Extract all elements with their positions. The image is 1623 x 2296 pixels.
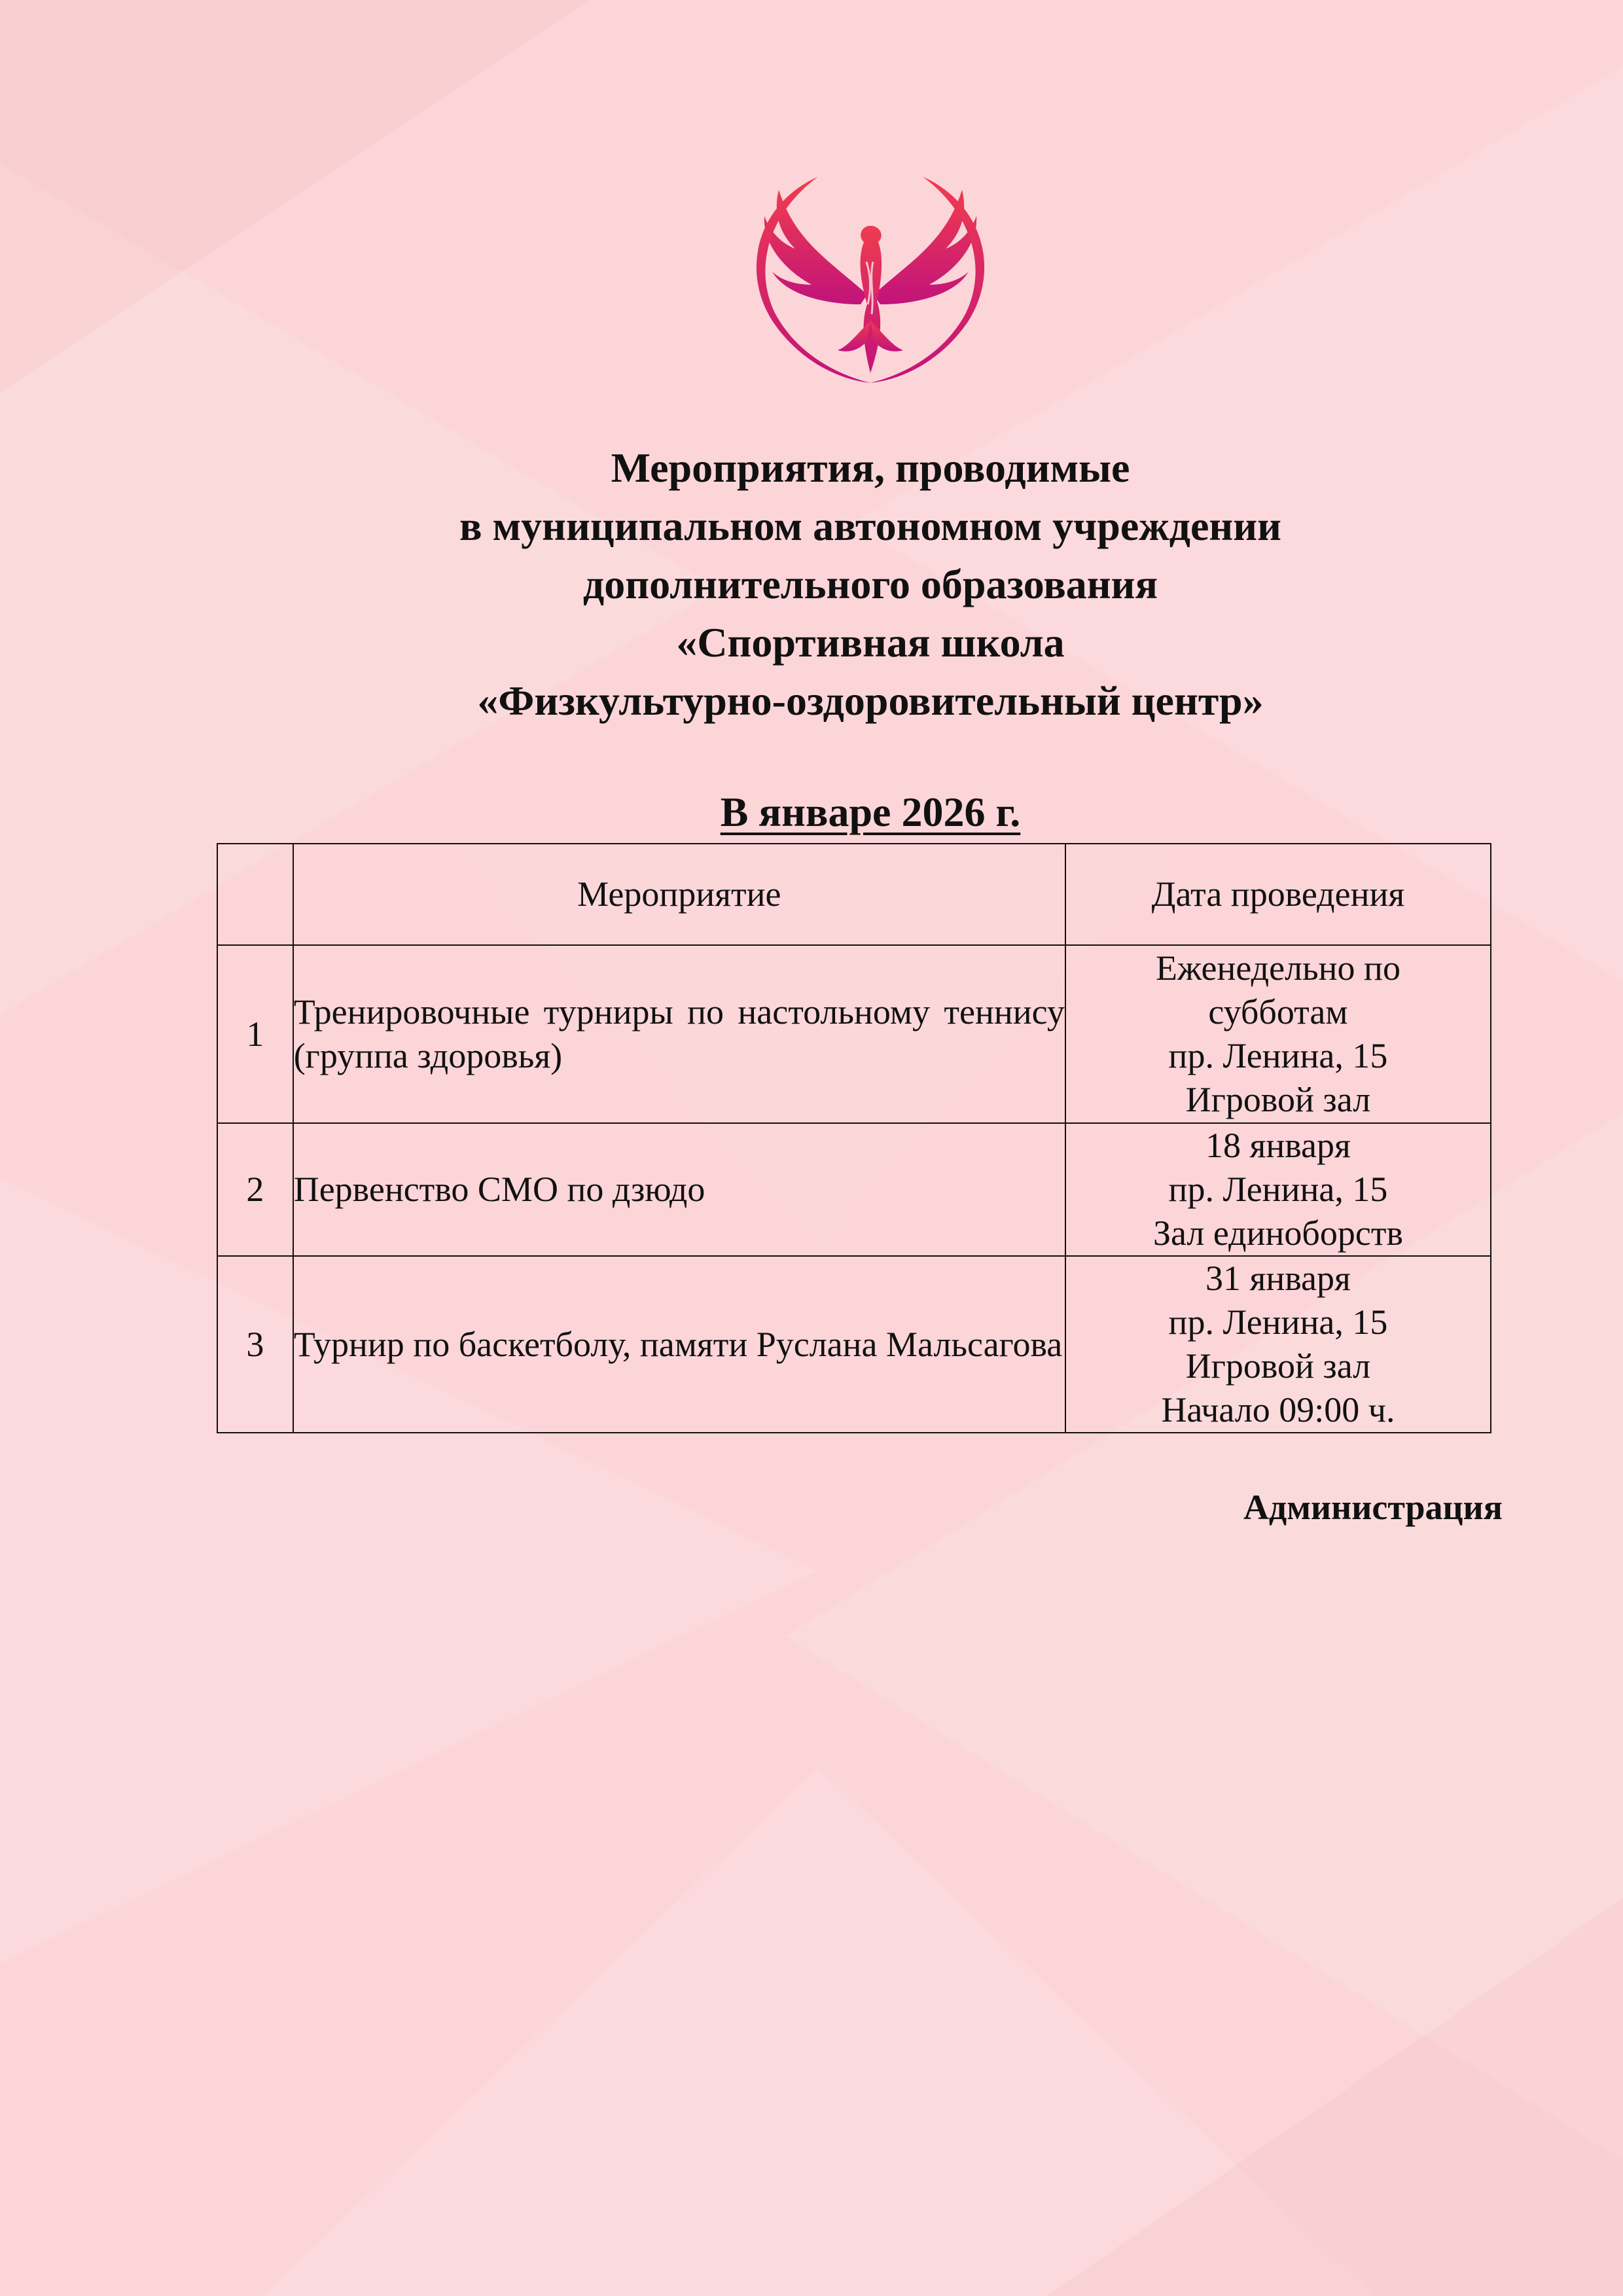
title-line: в муниципальном автономном учреждении <box>459 503 1282 549</box>
title-line: «Физкультурно-оздоровительный центр» <box>477 677 1264 724</box>
row-number: 1 <box>217 945 293 1123</box>
column-header-date: Дата проведения <box>1065 844 1491 945</box>
event-date <box>1065 945 1491 1123</box>
table-row <box>217 1123 1491 1256</box>
date-line: 31 января <box>1205 1259 1351 1298</box>
period-heading: В январе 2026 г. <box>720 789 1021 835</box>
date-line: пр. Ленина, 15 <box>1168 1170 1388 1209</box>
table-header-row <box>217 844 1491 945</box>
title-line: «Спортивная школа <box>676 619 1065 666</box>
event-date <box>1065 1123 1491 1256</box>
event-name: Тренировочные турниры по настольному теннису (группа здоровья) <box>293 945 1065 1123</box>
table-row <box>217 945 1491 1123</box>
title-line: дополнительного образования <box>582 561 1158 607</box>
event-name: Турнир по баскетболу, памяти Руслана Мальсагова <box>293 1256 1065 1433</box>
date-line: Зал единоборств <box>1152 1213 1403 1253</box>
table-row <box>217 1256 1491 1433</box>
date-line: 18 января <box>1205 1126 1351 1165</box>
date-line: Начало 09:00 ч. <box>1161 1390 1395 1429</box>
date-line: пр. Ленина, 15 <box>1168 1302 1388 1342</box>
page-title <box>0 439 1623 730</box>
row-number: 3 <box>217 1256 293 1433</box>
events-table <box>217 843 1491 1433</box>
event-name: Первенство СМО по дзюдо <box>293 1123 1065 1256</box>
column-header-event: Мероприятие <box>293 844 1065 945</box>
event-date <box>1065 1256 1491 1433</box>
date-line: пр. Ленина, 15 <box>1168 1036 1388 1075</box>
date-line: субботам <box>1208 992 1348 1031</box>
date-line: Игровой зал <box>1185 1080 1371 1119</box>
signature: Администрация <box>1243 1488 1503 1527</box>
date-line: Еженедельно по <box>1155 948 1400 988</box>
phoenix-logo-icon <box>733 164 1008 386</box>
column-header-number <box>217 844 293 945</box>
row-number: 2 <box>217 1123 293 1256</box>
date-line: Игровой зал <box>1185 1346 1371 1386</box>
title-line: Мероприятия, проводимые <box>611 444 1130 491</box>
